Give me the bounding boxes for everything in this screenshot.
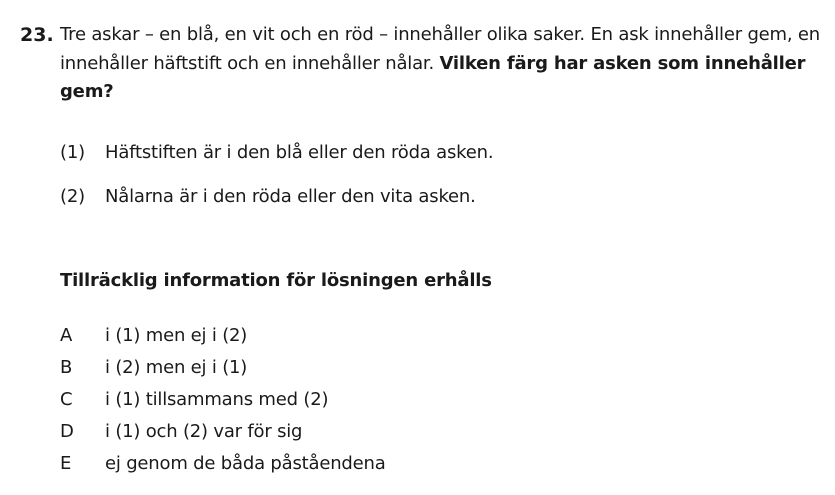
option-letter: B — [60, 357, 73, 378]
instruction-heading: Tillräcklig information för lösningen erhålls — [60, 270, 492, 291]
question-intro: Tre askar – en blå, en vit och en röd – innehåller olika saker. En ask innehåller gem, en innehåller häftstift och en innehåller nålar. — [60, 24, 821, 74]
statement-text: Nålarna är i den röda eller den vita asken. — [105, 186, 476, 207]
question-number: 23. — [20, 24, 54, 46]
option-text: i (1) och (2) var för sig — [105, 421, 303, 442]
question-prompt: Vilken färg har asken som innehåller gem? — [60, 52, 806, 102]
option-c[interactable] — [60, 385, 386, 417]
question-text — [60, 21, 820, 107]
option-b[interactable] — [60, 353, 386, 385]
option-text: i (2) men ej i (1) — [105, 357, 248, 378]
statement-2 — [60, 184, 476, 210]
option-letter: E — [60, 453, 72, 474]
option-e[interactable] — [60, 449, 386, 481]
statement-text: Häftstiften är i den blå eller den röda asken. — [105, 142, 494, 163]
option-text: i (1) men ej i (2) — [105, 325, 248, 346]
option-a[interactable] — [60, 321, 386, 353]
statement-1 — [60, 140, 493, 166]
option-letter: C — [60, 389, 73, 410]
option-letter: A — [60, 325, 73, 346]
option-text: i (1) tillsammans med (2) — [105, 389, 329, 410]
option-text: ej genom de båda påståendena — [105, 453, 386, 474]
option-d[interactable] — [60, 417, 386, 449]
statement-number: (1) — [60, 142, 85, 163]
statement-number: (2) — [60, 186, 85, 207]
option-letter: D — [60, 421, 74, 442]
answer-options — [60, 321, 386, 481]
